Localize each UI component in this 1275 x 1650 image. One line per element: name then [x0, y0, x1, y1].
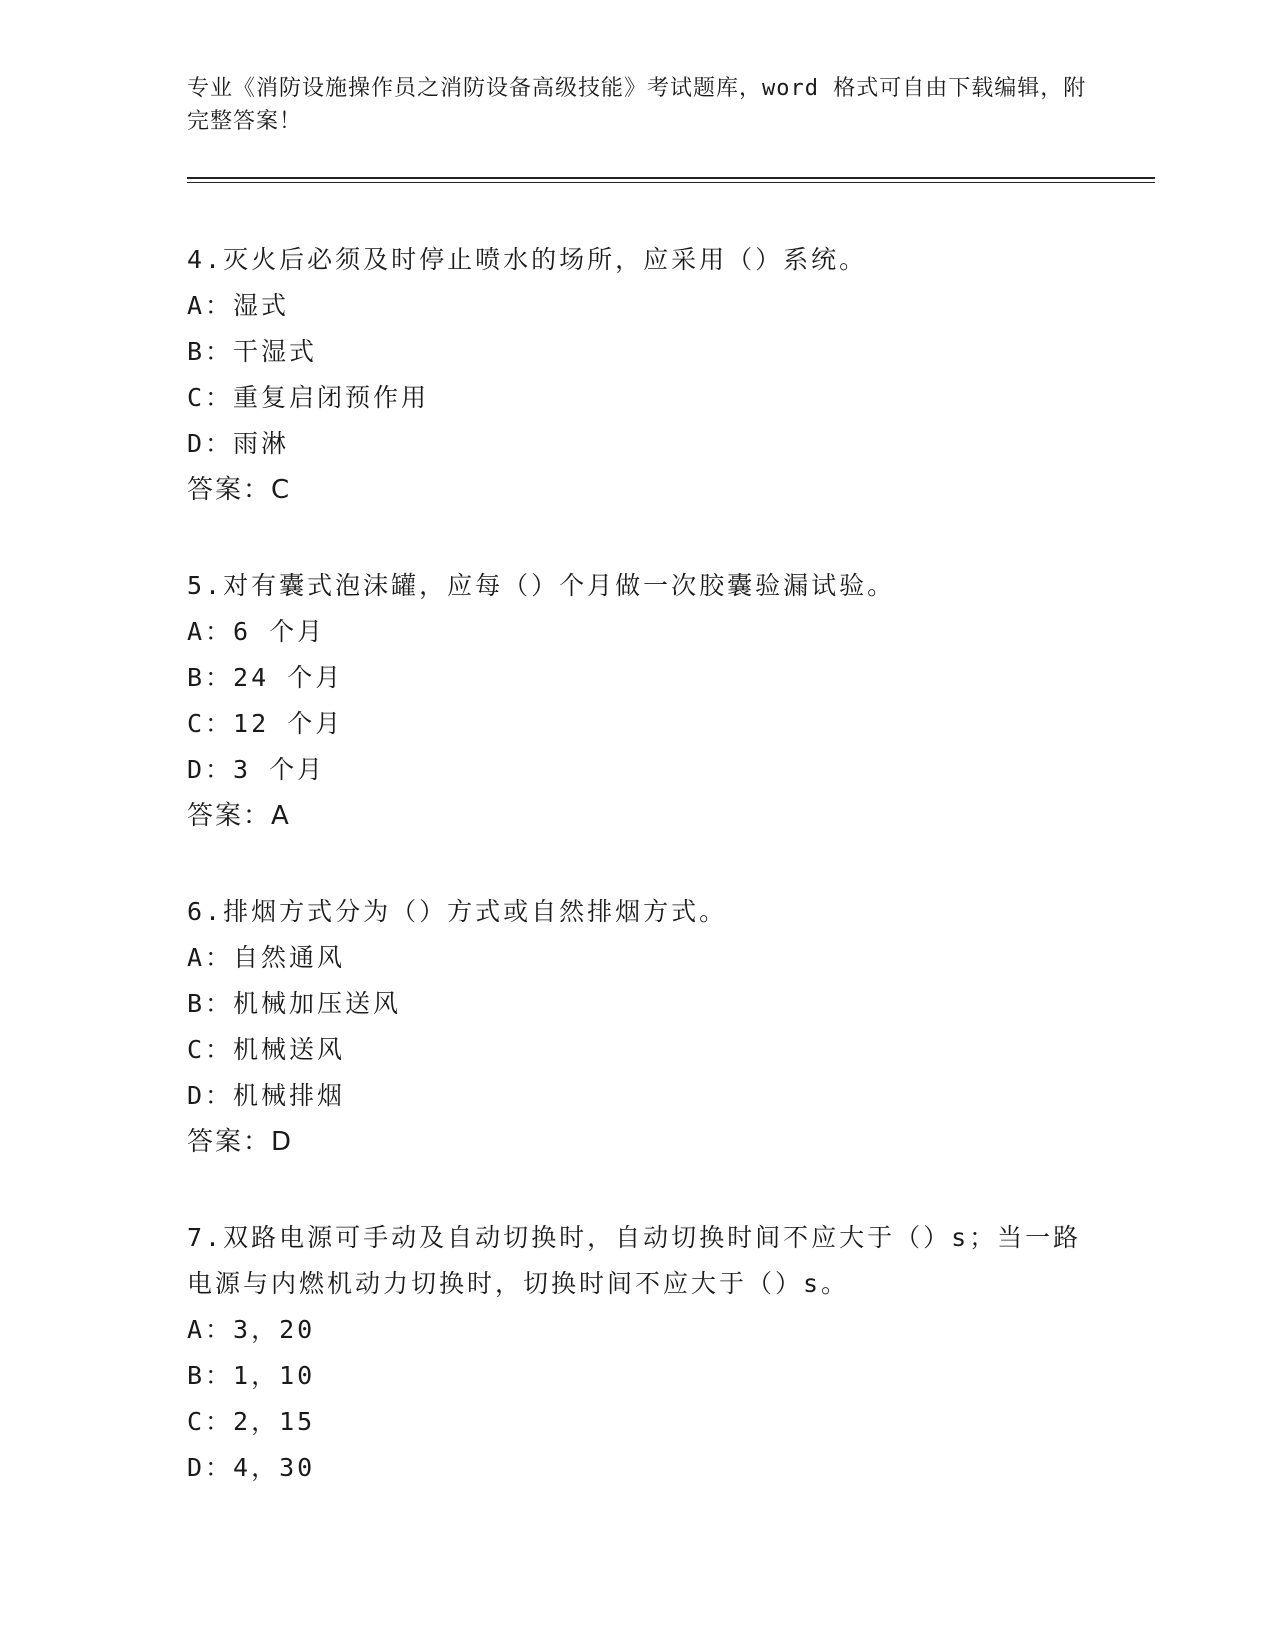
question-6 [187, 889, 1087, 1165]
option-c: C：机械送风 [187, 1035, 346, 1064]
option-c: C：2，15 [187, 1407, 316, 1436]
question-list [187, 237, 1087, 1541]
question-5 [187, 563, 1087, 839]
question-stem: 5.对有囊式泡沫罐，应每（）个月做一次胶囊验漏试验。 [187, 571, 896, 600]
option-a: A：3，20 [187, 1315, 316, 1344]
answer: 答案：A [187, 801, 291, 831]
option-c: C：重复启闭预作用 [187, 383, 430, 412]
option-d: D：雨淋 [187, 429, 290, 458]
header-divider-thick [187, 177, 1155, 179]
option-a: A：6 个月 [187, 617, 326, 646]
option-d: D：机械排烟 [187, 1081, 346, 1110]
question-4 [187, 237, 1087, 513]
option-b: B：1，10 [187, 1361, 316, 1390]
option-b: B：24 个月 [187, 663, 344, 692]
answer: 答案：D [187, 1127, 294, 1157]
header-divider-thin [187, 182, 1155, 183]
question-stem: 6.排烟方式分为（）方式或自然排烟方式。 [187, 897, 728, 926]
option-b: B：机械加压送风 [187, 989, 402, 1018]
question-7 [187, 1215, 1087, 1491]
option-d: D：3 个月 [187, 755, 326, 784]
question-stem: 7.双路电源可手动及自动切换时，自动切换时间不应大于（）s；当一路电源与内燃机动力切换时，切换时间不应大于（）s。 [187, 1223, 1082, 1298]
option-b: B：干湿式 [187, 337, 318, 366]
option-c: C：12 个月 [187, 709, 344, 738]
option-a: A：湿式 [187, 291, 290, 320]
option-a: A：自然通风 [187, 943, 346, 972]
question-stem: 4.灭火后必须及时停止喷水的场所，应采用（）系统。 [187, 245, 868, 274]
option-d: D：4，30 [187, 1453, 316, 1482]
document-header: 专业《消防设施操作员之消防设备高级技能》考试题库，word 格式可自由下载编辑，附完整答案！ [187, 76, 1087, 134]
answer: 答案：C [187, 475, 292, 505]
